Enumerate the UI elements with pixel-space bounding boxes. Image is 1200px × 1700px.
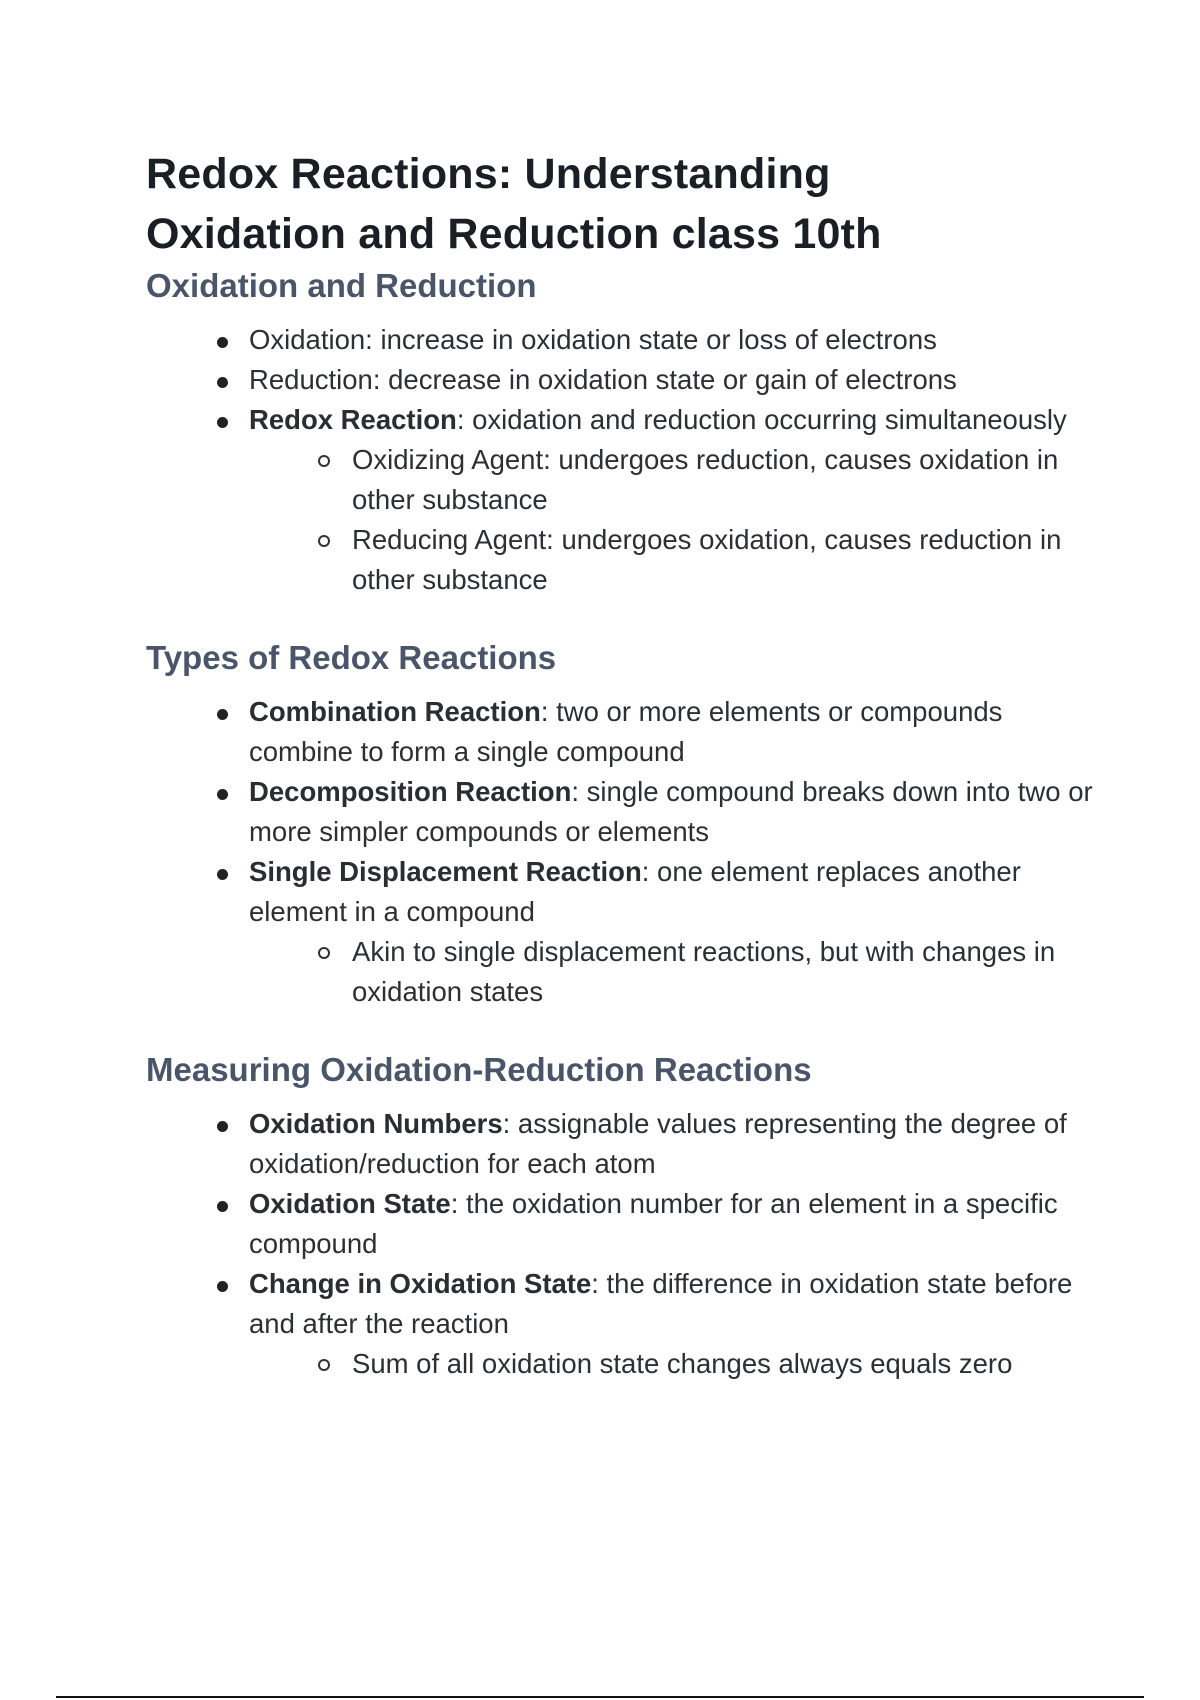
sub-list bbox=[249, 440, 1106, 600]
bullet-icon bbox=[217, 1201, 228, 1212]
list-item-text: : the oxidation number for an element in a specific compound bbox=[249, 1188, 1058, 1259]
list-item-term: Redox Reaction bbox=[249, 404, 457, 435]
list-item-term: Decomposition Reaction bbox=[249, 776, 572, 807]
sub-list-item-text: Reducing Agent: undergoes oxidation, causes reduction in other substance bbox=[352, 524, 1062, 595]
list-item bbox=[249, 400, 1106, 600]
bullet-list bbox=[146, 320, 1106, 600]
list-item-term: Change in Oxidation State bbox=[249, 1268, 592, 1299]
hollow-bullet-icon bbox=[318, 535, 330, 547]
list-item-term: Oxidation Numbers bbox=[249, 1108, 503, 1139]
sub-list bbox=[249, 1344, 1106, 1384]
sub-list-item bbox=[352, 520, 1106, 600]
list-item bbox=[249, 1264, 1106, 1384]
bullet-icon bbox=[217, 417, 228, 428]
bullet-icon bbox=[217, 1121, 228, 1132]
list-item-text: : single compound breaks down into two or more simpler compounds or elements bbox=[249, 776, 1093, 847]
list-item-term: Single Displacement Reaction bbox=[249, 856, 642, 887]
document-page bbox=[146, 144, 1106, 1384]
list-item bbox=[249, 772, 1106, 852]
sub-list bbox=[249, 932, 1106, 1012]
list-item-text: Reduction: decrease in oxidation state or gain of electrons bbox=[249, 364, 957, 395]
list-item-text: : two or more elements or compounds combine to form a single compound bbox=[249, 696, 1003, 767]
list-item bbox=[249, 1104, 1106, 1184]
list-item-text: : assignable values representing the degree of oxidation/reduction for each atom bbox=[249, 1108, 1067, 1179]
list-item bbox=[249, 1184, 1106, 1264]
bullet-icon bbox=[217, 869, 228, 880]
list-item-term: Oxidation State bbox=[249, 1188, 451, 1219]
list-item-text: : oxidation and reduction occurring simultaneously bbox=[456, 404, 1067, 435]
bullet-icon bbox=[217, 377, 228, 388]
list-item-term: Combination Reaction bbox=[249, 696, 541, 727]
list-item bbox=[249, 360, 1106, 400]
sub-list-item bbox=[352, 440, 1106, 520]
bullet-icon bbox=[217, 337, 228, 348]
list-item bbox=[249, 852, 1106, 1012]
hollow-bullet-icon bbox=[318, 1359, 330, 1371]
bullet-icon bbox=[217, 1281, 228, 1292]
section-heading-types-of-redox-reactions: Types of Redox Reactions bbox=[146, 639, 557, 676]
sub-list-item bbox=[352, 1344, 1106, 1384]
section-heading-measuring-oxidation-reduction-reactions: Measuring Oxidation-Reduction Reactions bbox=[146, 1051, 812, 1088]
list-item bbox=[249, 692, 1106, 772]
hollow-bullet-icon bbox=[318, 947, 330, 959]
sub-list-item bbox=[352, 932, 1106, 1012]
document-title-line-2: Oxidation and Reduction class 10th bbox=[146, 210, 882, 258]
hollow-bullet-icon bbox=[318, 455, 330, 467]
bullet-list bbox=[146, 692, 1106, 1012]
list-item-text: : the difference in oxidation state before and after the reaction bbox=[249, 1268, 1073, 1339]
document-title bbox=[146, 144, 1106, 264]
footer-divider bbox=[56, 1696, 1144, 1698]
list-item-text: : one element replaces another element in a compound bbox=[249, 856, 1021, 927]
bullet-icon bbox=[217, 709, 228, 720]
bullet-list bbox=[146, 1104, 1106, 1384]
section-heading-oxidation-and-reduction: Oxidation and Reduction bbox=[146, 267, 537, 304]
list-item bbox=[249, 320, 1106, 360]
document-title-line-1: Redox Reactions: Understanding bbox=[146, 150, 831, 198]
bullet-icon bbox=[217, 789, 228, 800]
list-item-text: Oxidation: increase in oxidation state or loss of electrons bbox=[249, 324, 937, 355]
sub-list-item-text: Oxidizing Agent: undergoes reduction, causes oxidation in other substance bbox=[352, 444, 1059, 515]
sub-list-item-text: Akin to single displacement reactions, but with changes in oxidation states bbox=[352, 936, 1056, 1007]
sub-list-item-text: Sum of all oxidation state changes always equals zero bbox=[352, 1348, 1013, 1379]
